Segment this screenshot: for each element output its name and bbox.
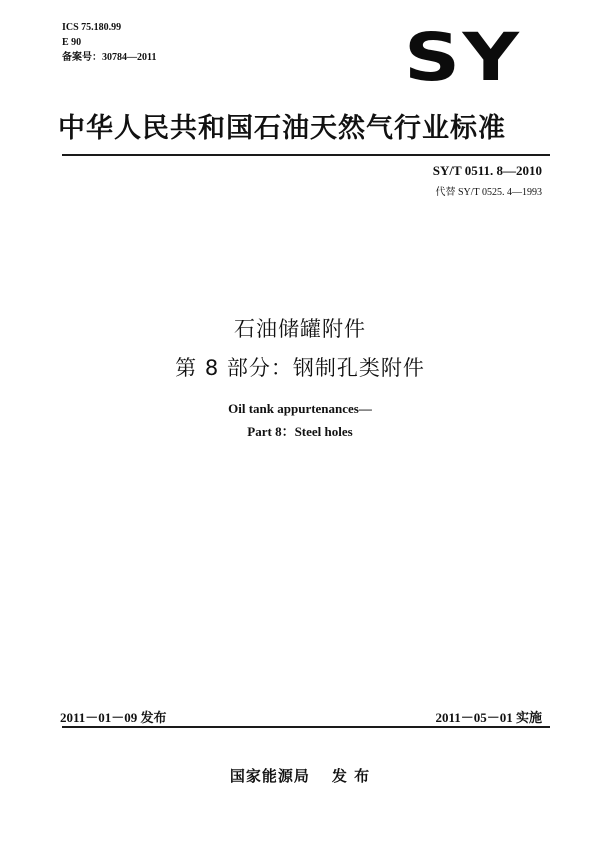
classification-code: E 90 [62, 37, 82, 48]
standard-number: SY/T 0511. 8—2010 [432, 163, 542, 178]
top-divider [62, 154, 550, 156]
replaces-standard: 代替 SY/T 0525. 4—1993 [435, 187, 542, 198]
sy-logo: SY [404, 19, 522, 96]
implementation-date: 2011－05－01 实施 [435, 710, 542, 725]
issuer-line [0, 765, 600, 786]
document-title-en-line2: Part 8：Steel holes [247, 424, 353, 439]
standard-category-title: 中华人民共和国石油天然气行业标准 [58, 113, 506, 144]
ics-code: ICS 75.180.99 [62, 22, 122, 33]
record-number: 备案号：30784—2011 [62, 52, 157, 63]
classification-block [62, 20, 156, 65]
issue-action: 发 布 [331, 767, 371, 785]
bottom-divider [62, 726, 550, 728]
document-title-en-line1: Oil tank appurtenances— [228, 401, 372, 416]
issuing-authority: 国家能源局 [229, 767, 310, 785]
document-title-cn-line2: 第 8 部分：钢制孔类附件 [175, 356, 425, 380]
issue-date: 2011－01－09 发布 [60, 710, 167, 725]
document-title-cn-line1: 石油储罐附件 [234, 317, 366, 341]
